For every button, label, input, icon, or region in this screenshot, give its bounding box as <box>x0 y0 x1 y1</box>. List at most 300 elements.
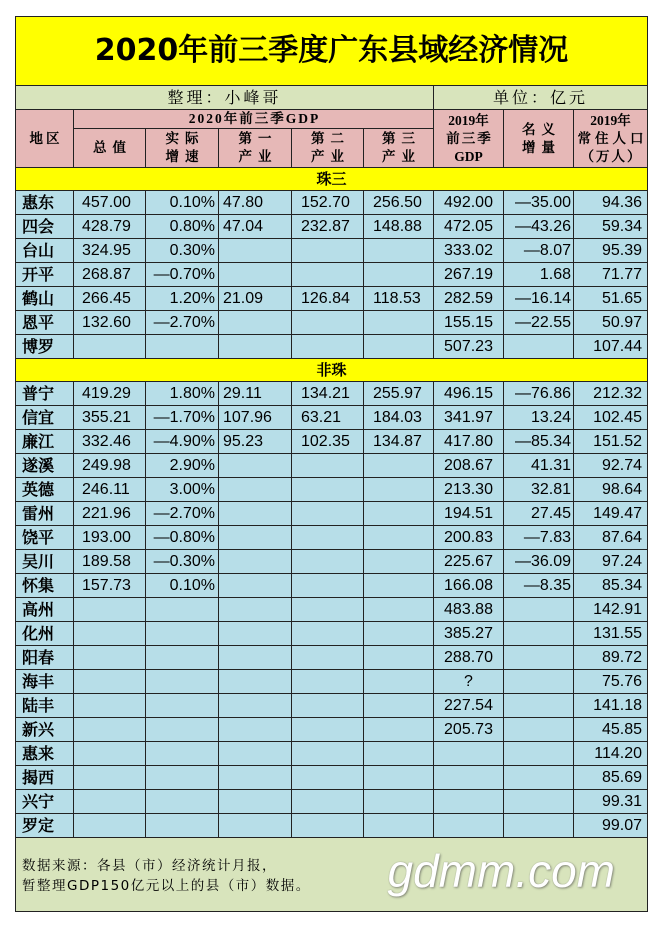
nominal-increase-cell: —22.55 <box>504 311 574 335</box>
real-growth-cell: 2.90% <box>146 454 219 478</box>
secondary-industry-cell <box>292 263 364 287</box>
header-secondary-line: 产业 <box>311 149 350 164</box>
gdp-2019-cell: 341.97 <box>434 406 504 430</box>
tertiary-industry-cell: 148.88 <box>364 215 434 239</box>
table-footer <box>16 838 648 912</box>
gdp-2019-cell: 492.00 <box>434 191 504 215</box>
tertiary-industry-cell <box>364 478 434 502</box>
secondary-industry-cell <box>292 478 364 502</box>
primary-industry-cell <box>219 263 292 287</box>
region-name: 遂溪 <box>16 454 74 478</box>
tertiary-industry-cell <box>364 670 434 694</box>
table-row <box>16 311 648 335</box>
gdp-total-cell: 266.45 <box>74 287 146 311</box>
table-row <box>16 790 648 814</box>
population-2019-cell: 45.85 <box>574 718 648 742</box>
primary-industry-cell <box>219 478 292 502</box>
secondary-industry-cell: 126.84 <box>292 287 364 311</box>
gdp-total-cell <box>74 742 146 766</box>
primary-industry-cell <box>219 335 292 359</box>
header-tertiary-line: 产业 <box>382 149 421 164</box>
region-name: 海丰 <box>16 670 74 694</box>
gdp-2019-cell <box>434 814 504 838</box>
gdp-2019-cell: 333.02 <box>434 239 504 263</box>
region-name: 普宁 <box>16 382 74 406</box>
table-row <box>16 598 648 622</box>
gdp-2019-cell: 155.15 <box>434 311 504 335</box>
tertiary-industry-cell <box>364 814 434 838</box>
primary-industry-cell <box>219 526 292 550</box>
tertiary-industry-cell <box>364 622 434 646</box>
primary-industry-cell <box>219 454 292 478</box>
tertiary-industry-cell <box>364 766 434 790</box>
nominal-increase-cell: —7.83 <box>504 526 574 550</box>
population-2019-cell: 89.72 <box>574 646 648 670</box>
population-2019-cell: 99.31 <box>574 790 648 814</box>
gdp-total-cell <box>74 718 146 742</box>
gdp-2019-cell: 267.19 <box>434 263 504 287</box>
nominal-increase-cell <box>504 598 574 622</box>
population-2019-cell: 85.69 <box>574 766 648 790</box>
primary-industry-cell: 47.04 <box>219 215 292 239</box>
population-2019-cell: 107.44 <box>574 335 648 359</box>
table-row <box>16 335 648 359</box>
nominal-increase-cell: —43.26 <box>504 215 574 239</box>
nominal-increase-cell: 13.24 <box>504 406 574 430</box>
population-2019-cell: 149.47 <box>574 502 648 526</box>
real-growth-cell <box>146 766 219 790</box>
real-growth-cell: —0.30% <box>146 550 219 574</box>
nominal-increase-cell <box>504 622 574 646</box>
table-row <box>16 191 648 215</box>
primary-industry-cell <box>219 239 292 263</box>
tertiary-industry-cell: 255.97 <box>364 382 434 406</box>
tertiary-industry-cell: 256.50 <box>364 191 434 215</box>
real-growth-cell: —1.70% <box>146 406 219 430</box>
secondary-industry-cell <box>292 502 364 526</box>
gdp-2019-cell <box>434 790 504 814</box>
gdp-total-cell <box>74 335 146 359</box>
region-name: 开平 <box>16 263 74 287</box>
table-row <box>16 742 648 766</box>
real-growth-cell: 0.80% <box>146 215 219 239</box>
secondary-industry-cell <box>292 646 364 670</box>
compiler-credit: 整理：小峰哥 <box>16 86 434 110</box>
table-row <box>16 646 648 670</box>
tertiary-industry-cell <box>364 598 434 622</box>
tertiary-industry-cell: 184.03 <box>364 406 434 430</box>
population-2019-cell: 71.77 <box>574 263 648 287</box>
real-growth-cell <box>146 670 219 694</box>
gdp-total-cell: 332.46 <box>74 430 146 454</box>
secondary-industry-cell <box>292 670 364 694</box>
header-tertiary-line: 第三 <box>382 131 421 146</box>
table-row <box>16 718 648 742</box>
header-secondary-line: 第二 <box>311 131 350 146</box>
real-growth-cell: —4.90% <box>146 430 219 454</box>
population-2019-cell: 51.65 <box>574 287 648 311</box>
secondary-industry-cell: 232.87 <box>292 215 364 239</box>
nominal-increase-cell: 1.68 <box>504 263 574 287</box>
gdp-2019-cell: 483.88 <box>434 598 504 622</box>
nominal-increase-cell <box>504 335 574 359</box>
secondary-industry-cell <box>292 766 364 790</box>
table-row <box>16 430 648 454</box>
gdp-total-cell: 132.60 <box>74 311 146 335</box>
secondary-industry-cell <box>292 526 364 550</box>
gdp-2019-cell: 385.27 <box>434 622 504 646</box>
data-source-note <box>22 856 311 896</box>
region-name: 恩平 <box>16 311 74 335</box>
table-row <box>16 382 648 406</box>
header-real-growth <box>146 129 219 168</box>
data-source-line: 数据来源：各县（市）经济统计月报， <box>22 858 277 874</box>
gdp-total-cell: 249.98 <box>74 454 146 478</box>
region-name: 惠东 <box>16 191 74 215</box>
header-gdp-total-label: 总值 <box>93 140 132 155</box>
secondary-industry-cell: 134.21 <box>292 382 364 406</box>
gdp-total-cell: 193.00 <box>74 526 146 550</box>
population-2019-cell: 151.52 <box>574 430 648 454</box>
table-row <box>16 694 648 718</box>
region-name: 四会 <box>16 215 74 239</box>
population-2019-cell: 131.55 <box>574 622 648 646</box>
table-row <box>16 814 648 838</box>
header-gdp-2019-line: 2019年 <box>448 112 489 128</box>
primary-industry-cell: 47.80 <box>219 191 292 215</box>
real-growth-cell <box>146 646 219 670</box>
gdp-2019-cell: 166.08 <box>434 574 504 598</box>
table-row <box>16 766 648 790</box>
primary-industry-cell <box>219 622 292 646</box>
header-nominal-increase-line: 增量 <box>522 139 561 155</box>
secondary-industry-cell: 152.70 <box>292 191 364 215</box>
table-row <box>16 526 648 550</box>
header-real-growth-line: 增速 <box>165 149 205 164</box>
gdp-total-cell: 419.29 <box>74 382 146 406</box>
gdp-total-cell <box>74 766 146 790</box>
nominal-increase-cell <box>504 790 574 814</box>
primary-industry-cell: 107.96 <box>219 406 292 430</box>
real-growth-cell: —0.80% <box>146 526 219 550</box>
header-primary-industry <box>219 129 292 168</box>
tertiary-industry-cell <box>364 526 434 550</box>
region-name: 新兴 <box>16 718 74 742</box>
region-name: 信宜 <box>16 406 74 430</box>
region-name: 兴宁 <box>16 790 74 814</box>
nominal-increase-cell <box>504 670 574 694</box>
nominal-increase-cell: —8.35 <box>504 574 574 598</box>
header-population-line: （万人） <box>580 148 643 164</box>
real-growth-cell <box>146 814 219 838</box>
real-growth-cell <box>146 598 219 622</box>
gdp-total-cell <box>74 790 146 814</box>
header-gdp-2019-line: GDP <box>454 148 483 164</box>
unit-label: 单位：亿元 <box>434 86 648 110</box>
tertiary-industry-cell: 118.53 <box>364 287 434 311</box>
header-region <box>16 110 74 168</box>
population-2019-cell: 85.34 <box>574 574 648 598</box>
primary-industry-cell <box>219 790 292 814</box>
tertiary-industry-cell <box>364 646 434 670</box>
gdp-total-cell: 246.11 <box>74 478 146 502</box>
tertiary-industry-cell <box>364 694 434 718</box>
header-gdp-total <box>74 129 146 168</box>
gdp-total-cell: 324.95 <box>74 239 146 263</box>
tertiary-industry-cell <box>364 239 434 263</box>
secondary-industry-cell <box>292 550 364 574</box>
population-2019-cell: 95.39 <box>574 239 648 263</box>
tertiary-industry-cell <box>364 742 434 766</box>
secondary-industry-cell <box>292 239 364 263</box>
gdp-total-cell <box>74 670 146 694</box>
nominal-increase-cell: —36.09 <box>504 550 574 574</box>
tertiary-industry-cell <box>364 502 434 526</box>
gdp-2019-cell: 200.83 <box>434 526 504 550</box>
header-primary-line: 产业 <box>238 149 278 164</box>
tertiary-industry-cell <box>364 311 434 335</box>
secondary-industry-cell <box>292 790 364 814</box>
gdp-total-cell: 268.87 <box>74 263 146 287</box>
region-name: 台山 <box>16 239 74 263</box>
header-gdp-2019-line: 前三季 <box>446 130 493 146</box>
primary-industry-cell: 21.09 <box>219 287 292 311</box>
real-growth-cell <box>146 335 219 359</box>
population-2019-cell: 92.74 <box>574 454 648 478</box>
gdp-2019-cell: 227.54 <box>434 694 504 718</box>
gdp-2019-cell: 288.70 <box>434 646 504 670</box>
primary-industry-cell <box>219 502 292 526</box>
region-name: 惠来 <box>16 742 74 766</box>
region-name: 雷州 <box>16 502 74 526</box>
section-label: 珠三 <box>16 168 648 191</box>
header-population-line: 常住人口 <box>577 130 648 146</box>
section-row <box>16 359 648 382</box>
gdp-2019-cell: 213.30 <box>434 478 504 502</box>
region-name: 罗定 <box>16 814 74 838</box>
real-growth-cell: 0.10% <box>146 191 219 215</box>
real-growth-cell <box>146 622 219 646</box>
header-primary-line: 第一 <box>238 131 278 146</box>
header-population-2019 <box>574 110 648 168</box>
primary-industry-cell <box>219 574 292 598</box>
region-name: 陆丰 <box>16 694 74 718</box>
nominal-increase-cell: —16.14 <box>504 287 574 311</box>
region-name: 揭西 <box>16 766 74 790</box>
secondary-industry-cell <box>292 718 364 742</box>
region-name: 博罗 <box>16 335 74 359</box>
population-2019-cell: 59.34 <box>574 215 648 239</box>
population-2019-cell: 50.97 <box>574 311 648 335</box>
primary-industry-cell <box>219 814 292 838</box>
secondary-industry-cell <box>292 454 364 478</box>
primary-industry-cell <box>219 766 292 790</box>
tertiary-industry-cell <box>364 574 434 598</box>
header-gdp-2020-group <box>74 110 434 129</box>
region-name: 高州 <box>16 598 74 622</box>
tertiary-industry-cell <box>364 263 434 287</box>
gdp-2019-cell: 507.23 <box>434 335 504 359</box>
header-region-label: 地区 <box>29 130 63 146</box>
nominal-increase-cell: 32.81 <box>504 478 574 502</box>
tertiary-industry-cell: 134.87 <box>364 430 434 454</box>
gdp-2019-cell: ? <box>434 670 504 694</box>
tertiary-industry-cell <box>364 718 434 742</box>
nominal-increase-cell: —85.34 <box>504 430 574 454</box>
region-name: 廉江 <box>16 430 74 454</box>
secondary-industry-cell <box>292 694 364 718</box>
nominal-increase-cell: —8.07 <box>504 239 574 263</box>
secondary-industry-cell <box>292 598 364 622</box>
gdp-total-cell: 221.96 <box>74 502 146 526</box>
real-growth-cell: 1.20% <box>146 287 219 311</box>
gdp-2019-cell: 225.67 <box>434 550 504 574</box>
header-secondary-industry <box>292 129 364 168</box>
real-growth-cell: —0.70% <box>146 263 219 287</box>
gdp-2019-cell: 282.59 <box>434 287 504 311</box>
region-name: 英德 <box>16 478 74 502</box>
gdp-total-cell: 157.73 <box>74 574 146 598</box>
population-2019-cell: 75.76 <box>574 670 648 694</box>
population-2019-cell: 102.45 <box>574 406 648 430</box>
table-row <box>16 502 648 526</box>
region-name: 鹤山 <box>16 287 74 311</box>
table-row <box>16 263 648 287</box>
real-growth-cell <box>146 742 219 766</box>
population-2019-cell: 141.18 <box>574 694 648 718</box>
region-name: 饶平 <box>16 526 74 550</box>
gdp-2019-cell <box>434 766 504 790</box>
table-title: 2020年前三季度广东县域经济情况 <box>16 17 648 86</box>
population-2019-cell: 87.64 <box>574 526 648 550</box>
site-watermark: gdmm.com <box>387 845 615 897</box>
secondary-industry-cell <box>292 742 364 766</box>
gdp-total-cell <box>74 646 146 670</box>
info-row <box>16 86 648 110</box>
table-row <box>16 239 648 263</box>
gdp-2019-cell: 205.73 <box>434 718 504 742</box>
secondary-industry-cell <box>292 574 364 598</box>
secondary-industry-cell: 102.35 <box>292 430 364 454</box>
header-tertiary-industry <box>364 129 434 168</box>
real-growth-cell: 1.80% <box>146 382 219 406</box>
gdp-total-cell: 355.21 <box>74 406 146 430</box>
header-gdp-2020-label: 2020年前三季GDP <box>188 111 321 126</box>
header-nominal-increase <box>504 110 574 168</box>
nominal-increase-cell: —35.00 <box>504 191 574 215</box>
secondary-industry-cell <box>292 814 364 838</box>
gdp-2019-cell <box>434 742 504 766</box>
primary-industry-cell <box>219 598 292 622</box>
population-2019-cell: 98.64 <box>574 478 648 502</box>
county-economy-table <box>15 16 648 912</box>
nominal-increase-cell <box>504 646 574 670</box>
gdp-total-cell <box>74 694 146 718</box>
nominal-increase-cell <box>504 718 574 742</box>
nominal-increase-cell: 27.45 <box>504 502 574 526</box>
gdp-total-cell <box>74 622 146 646</box>
secondary-industry-cell: 63.21 <box>292 406 364 430</box>
section-label: 非珠 <box>16 359 648 382</box>
nominal-increase-cell <box>504 814 574 838</box>
gdp-total-cell: 457.00 <box>74 191 146 215</box>
region-name: 化州 <box>16 622 74 646</box>
primary-industry-cell <box>219 742 292 766</box>
primary-industry-cell <box>219 694 292 718</box>
real-growth-cell: —2.70% <box>146 502 219 526</box>
table-row <box>16 574 648 598</box>
nominal-increase-cell <box>504 694 574 718</box>
primary-industry-cell <box>219 718 292 742</box>
real-growth-cell: 0.30% <box>146 239 219 263</box>
table-row <box>16 406 648 430</box>
gdp-total-cell <box>74 598 146 622</box>
real-growth-cell: 3.00% <box>146 478 219 502</box>
primary-industry-cell: 29.11 <box>219 382 292 406</box>
nominal-increase-cell: 41.31 <box>504 454 574 478</box>
gdp-2019-cell: 208.67 <box>434 454 504 478</box>
primary-industry-cell <box>219 670 292 694</box>
gdp-total-cell: 189.58 <box>74 550 146 574</box>
real-growth-cell: 0.10% <box>146 574 219 598</box>
secondary-industry-cell <box>292 622 364 646</box>
table-row <box>16 454 648 478</box>
nominal-increase-cell <box>504 742 574 766</box>
tertiary-industry-cell <box>364 335 434 359</box>
population-2019-cell: 212.32 <box>574 382 648 406</box>
gdp-2019-cell: 194.51 <box>434 502 504 526</box>
population-2019-cell: 94.36 <box>574 191 648 215</box>
region-name: 吴川 <box>16 550 74 574</box>
real-growth-cell <box>146 790 219 814</box>
region-name: 阳春 <box>16 646 74 670</box>
header-population-line: 2019年 <box>590 112 631 128</box>
tertiary-industry-cell <box>364 790 434 814</box>
table-row <box>16 622 648 646</box>
secondary-industry-cell <box>292 335 364 359</box>
table-row <box>16 287 648 311</box>
tertiary-industry-cell <box>364 454 434 478</box>
header-gdp-2019 <box>434 110 504 168</box>
gdp-total-cell: 428.79 <box>74 215 146 239</box>
population-2019-cell: 97.24 <box>574 550 648 574</box>
primary-industry-cell <box>219 646 292 670</box>
nominal-increase-cell <box>504 766 574 790</box>
header-nominal-increase-line: 名义 <box>522 121 561 137</box>
table-row <box>16 478 648 502</box>
real-growth-cell <box>146 718 219 742</box>
population-2019-cell: 142.91 <box>574 598 648 622</box>
gdp-2019-cell: 472.05 <box>434 215 504 239</box>
gdp-total-cell <box>74 814 146 838</box>
table-header <box>16 110 648 168</box>
secondary-industry-cell <box>292 311 364 335</box>
data-source-line: 暂整理GDP150亿元以上的县（市）数据。 <box>22 878 311 894</box>
tertiary-industry-cell <box>364 550 434 574</box>
real-growth-cell: —2.70% <box>146 311 219 335</box>
primary-industry-cell: 95.23 <box>219 430 292 454</box>
section-row <box>16 168 648 191</box>
region-name: 怀集 <box>16 574 74 598</box>
primary-industry-cell <box>219 550 292 574</box>
primary-industry-cell <box>219 311 292 335</box>
population-2019-cell: 99.07 <box>574 814 648 838</box>
header-real-growth-line: 实际 <box>165 131 205 146</box>
table-row <box>16 550 648 574</box>
real-growth-cell <box>146 694 219 718</box>
table-body <box>16 168 648 838</box>
population-2019-cell: 114.20 <box>574 742 648 766</box>
